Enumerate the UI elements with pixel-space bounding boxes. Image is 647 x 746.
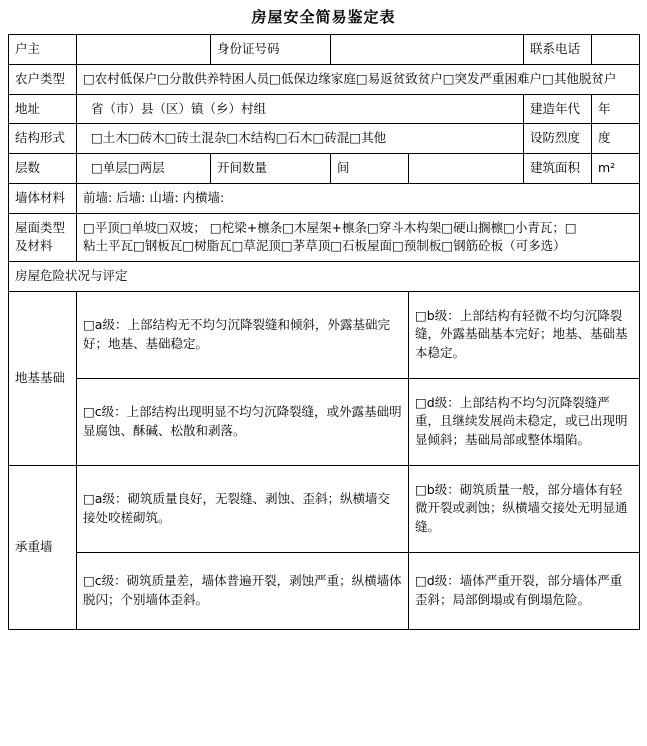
table-row [9,291,640,378]
danger-section-header: 房屋危险状况与评定 [9,262,640,292]
foundation-grade-c[interactable]: □c级：上部结构出现明显不均匀沉降裂缝，或外露基础明显腐蚀、酥碱、松散和剥落。 [77,378,409,465]
foundation-grade-b[interactable]: □b级：上部结构有轻微不均匀沉降裂缝，外露基础基本完好；地基、基础基本稳定。 [409,291,640,378]
seismic-label: 设防烈度 [524,124,592,154]
address-value[interactable]: 省（市）县（区）镇（乡）村组 [77,94,524,124]
build-year-label: 建造年代 [524,94,592,124]
page-title: 房屋安全简易鉴定表 [251,8,396,26]
bearing-wall-label: 承重墙 [9,465,77,629]
area-unit[interactable]: m² [592,154,640,184]
wall-material-value[interactable]: 前墙: 后墙: 山墙: 内横墙: [77,183,640,213]
owner-value[interactable] [77,35,211,65]
household-type-label: 农户类型 [9,64,77,94]
area-label: 建筑面积 [524,154,592,184]
bays-label: 开间数量 [211,154,331,184]
table-row [9,154,640,184]
table-row [9,262,640,292]
bays-unit[interactable]: 间 [331,154,409,184]
bearing-wall-grade-a[interactable]: □a级：砌筑质量良好，无裂缝、剥蚀、歪斜；纵横墙交接处咬槎砌筑。 [77,465,409,552]
owner-label: 户主 [9,35,77,65]
phone-label: 联系电话 [524,35,592,65]
seismic-unit[interactable]: 度 [592,124,640,154]
phone-value[interactable] [592,35,640,65]
table-row [9,94,640,124]
foundation-grade-d[interactable]: □d级：上部结构不均匀沉降裂缝严重，且继续发展尚未稳定，或已出现明显倾斜；基础局部或整体塌陷。 [409,378,640,465]
floors-label: 层数 [9,154,77,184]
roof-options[interactable] [77,213,640,262]
bearing-wall-grade-c[interactable]: □c级：砌筑质量差，墙体普遍开裂，剥蚀严重；纵横墙体脱闪；个别墙体歪斜。 [77,552,409,629]
roof-options-line1: □平顶□单坡□双坡； □柁梁+檩条□木屋架+檩条□穿斗木构架□硬山搁檩□小青瓦；□ [83,219,577,235]
id-value[interactable] [331,35,524,65]
wall-material-label: 墙体材料 [9,183,77,213]
table-row [9,124,640,154]
safety-assessment-form [8,34,640,630]
table-row [9,35,640,65]
id-label: 身份证号码 [211,35,331,65]
foundation-grade-a[interactable]: □a级：上部结构无不均匀沉降裂缝和倾斜，外露基础完好；地基、基础稳定。 [77,291,409,378]
bearing-wall-grade-d[interactable]: □d级：墙体严重开裂，部分墙体严重歪斜；局部倒塌或有倒塌危险。 [409,552,640,629]
roof-label: 屋面类型及材料 [9,213,77,262]
household-type-options[interactable]: □农村低保户□分散供养特困人员□低保边缘家庭□易返贫致贫户□突发严重困难户□其他脱贫户 [77,64,640,94]
structure-options[interactable]: □土木□砖木□砖土混杂□木结构□石木□砖混□其他 [77,124,524,154]
table-row [9,552,640,629]
table-row [9,378,640,465]
roof-options-line2: 粘土平瓦□钢板瓦□树脂瓦□草泥顶□茅草顶□石板屋面□预制板□钢筋砼板（可多选） [83,238,566,254]
build-year-unit[interactable]: 年 [592,94,640,124]
table-row [9,183,640,213]
table-row [9,64,640,94]
table-row [9,465,640,552]
structure-label: 结构形式 [9,124,77,154]
foundation-label: 地基基础 [9,291,77,465]
bearing-wall-grade-b[interactable]: □b级：砌筑质量一般，部分墙体有轻微开裂或剥蚀；纵横墙交接处无明显通缝。 [409,465,640,552]
table-row [9,213,640,262]
floors-options[interactable]: □单层□两层 [77,154,211,184]
address-label: 地址 [9,94,77,124]
bays-value[interactable] [409,154,524,184]
